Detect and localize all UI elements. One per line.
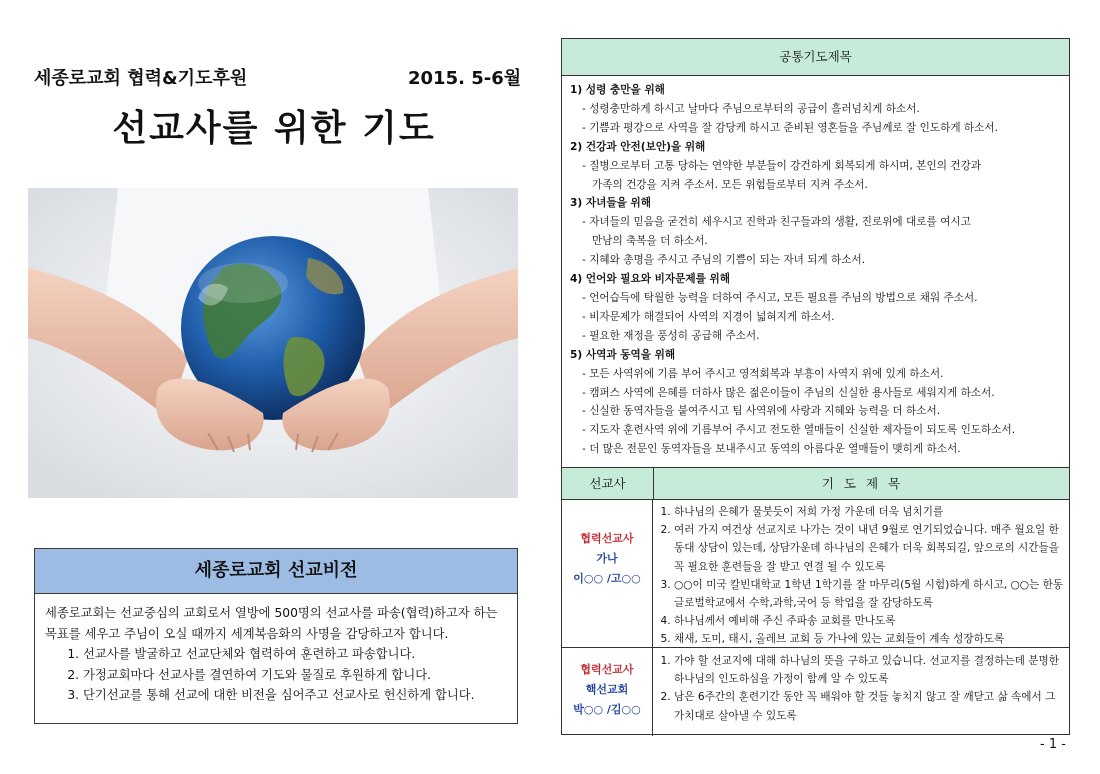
prayer-section-title: 4) 언어와 필요와 비자문제를 위해: [570, 273, 731, 286]
prayer-line: - 지혜와 총명을 주시고 주님의 기쁨이 되는 자녀 되게 하소서.: [582, 254, 866, 267]
prayer-item: 2. 남은 6주간의 훈련기간 동안 꼭 배워야 할 것들 놓치지 않고 잘 깨닫고 삶 속에서 그 가치대로 살아낼 수 있도록: [674, 688, 1065, 724]
column-header-missionary: 선교사: [562, 468, 654, 499]
prayer-section-title: 5) 사역과 동역을 위해: [570, 348, 676, 361]
prayer-line: - 더 많은 전문인 동역자들을 보내주시고 동역의 아름다운 열매들이 맺히게 하소서.: [582, 443, 961, 456]
prayer-line: - 언어습득에 탁월한 능력을 더하여 주시고, 모든 필요를 주님의 방법으로 채워 주소서.: [582, 291, 978, 304]
page-number: - 1 -: [1040, 737, 1066, 752]
table-row: [562, 648, 1069, 736]
prayer-line: - 필요한 재정을 풍성히 공급해 주소서.: [582, 329, 760, 342]
column-header-prayer: 기 도 제 목: [821, 476, 904, 491]
church-title: 세종로교회 협력&기도후원: [34, 68, 248, 89]
prayer-line: - 성령충만하게 하시고 날마다 주님으로부터의 공급이 흘러넘치게 하소서.: [582, 102, 920, 115]
missionary-country: 가나: [596, 552, 618, 565]
prayer-items: [658, 503, 1065, 649]
table-row: [562, 499, 1069, 648]
prayer-item: 5. 채새, 도미, 태시, 올레브 교회 등 가나에 있는 교회들이 계속 성장하도록: [674, 630, 1065, 648]
prayer-line: - 질병으로부터 고통 당하는 연약한 부분들이 강건하게 회복되게 하시며, 본인의 건강과: [582, 159, 982, 172]
prayer-line: - 기쁨과 평강으로 사역을 잘 감당케 하시고 준비된 영혼들을 주님께로 잘 인도하게 하소서.: [582, 121, 999, 134]
prayer-line: - 자녀들의 믿음을 굳건히 세우시고 진학과 친구들과의 생활, 진로위에 대로를 여시고: [582, 216, 971, 229]
prayer-line: 가족의 건강을 지켜 주소서. 모든 위험들로부터 지켜 주소서.: [592, 178, 868, 191]
missionary-names: 박○○ /김○○: [573, 703, 641, 716]
vision-heading: 세종로교회 선교비전: [35, 549, 517, 594]
prayer-line: - 지도자 훈련사역 위에 기름부어 주시고 전도한 열매들이 신실한 제자들이 되도록 인도하소서.: [582, 424, 1016, 437]
missionary-table-header: [562, 467, 1069, 500]
vision-list: [45, 644, 511, 706]
date-label: 2015. 5-6월: [408, 68, 522, 89]
prayer-cell: [654, 499, 1071, 649]
prayer-item: 3. ○○이 미국 칼빈대학교 1학년 1학기를 잘 마무리(5월 시험)하게 하시고, ○○는 한동글로벌학교에서 수학,과학,국어 등 학업을 잘 감당하도록: [674, 576, 1065, 612]
missionary-cell: [562, 648, 653, 736]
prayer-section-title: 2) 건강과 안전(보안)을 위해: [570, 140, 706, 153]
prayer-section-title: 3) 자녀들을 위해: [570, 197, 651, 210]
prayer-line: - 신실한 동역자들을 붙여주시고 팀 사역위에 사랑과 지혜와 능력을 더 하소서.: [582, 405, 941, 418]
prayer-line: - 비자문제가 해결되어 사역의 지경이 넓혀지게 하소서.: [582, 310, 835, 323]
prayer-line: - 캠퍼스 사역에 은혜를 더하사 많은 젊은이들이 주님의 신실한 용사들로 세워지게 하소서.: [582, 386, 995, 399]
vision-item: 1. 선교사를 발굴하고 선교단체와 협력하여 훈련하고 파송합니다.: [83, 644, 511, 665]
vision-item: 3. 단기선교를 통해 선교에 대한 비전을 심어주고 선교사로 헌신하게 합니다.: [83, 685, 511, 706]
prayer-cell: [654, 648, 1071, 725]
page-title: 선교사를 위한 기도: [112, 108, 436, 149]
common-prayer-list: [570, 81, 1063, 459]
prayer-item: 2. 여러 가지 여건상 선교지로 나가는 것이 내년 9월로 연기되었습니다. 매주 월요일 한동대 상담이 있는데, 상담가운데 하나님의 은혜가 더욱 회복되길, 앞으로의 시간들을 꼭 필요한 훈련들을 잘 받고 연결 될 수 있도록: [674, 521, 1065, 576]
common-prayer-heading: 공통기도제목: [562, 39, 1069, 76]
prayer-items: [658, 652, 1065, 725]
globe-in-hands-photo: [28, 188, 518, 498]
prayer-line: 만남의 축복을 더 하소서.: [592, 235, 708, 248]
missionary-country: 핵선교회: [585, 683, 629, 696]
vision-box: [34, 548, 518, 724]
missionary-role: 협력선교사: [580, 532, 634, 545]
vision-intro: 세종로교회는 선교중심의 교회로서 열방에 500명의 선교사를 파송(협력)하고자 하는 목표를 세우고 주님이 오실 때까지 세계복음화의 사명을 감당하고자 합니다.: [45, 606, 498, 641]
vision-item: 2. 가정교회마다 선교사를 결연하여 기도와 물질로 후원하게 합니다.: [83, 665, 511, 686]
missionary-names: 이○○ /고○○: [573, 572, 641, 585]
missionary-cell: [562, 499, 653, 647]
prayer-item: 4. 하나님께서 예비해 주신 주파송 교회를 만나도록: [674, 612, 1065, 630]
prayer-item: 1. 가야 할 선교지에 대해 하나님의 뜻을 구하고 있습니다. 선교지를 결정하는데 분명한 하나님의 인도하심을 가정이 함께 알 수 있도록: [674, 652, 1065, 688]
vision-body: [45, 603, 511, 706]
prayer-line: - 모든 사역위에 기름 부어 주시고 영적회복과 부흥이 사역지 위에 있게 하소서.: [582, 367, 944, 380]
prayer-section-title: 1) 성령 충만을 위해: [570, 84, 665, 96]
prayer-panel: [561, 38, 1070, 735]
missionary-role: 협력선교사: [580, 663, 634, 676]
prayer-item: 1. 하나님의 은혜가 물붓듯이 저희 가정 가운데 더욱 넘치기를: [674, 503, 1065, 521]
